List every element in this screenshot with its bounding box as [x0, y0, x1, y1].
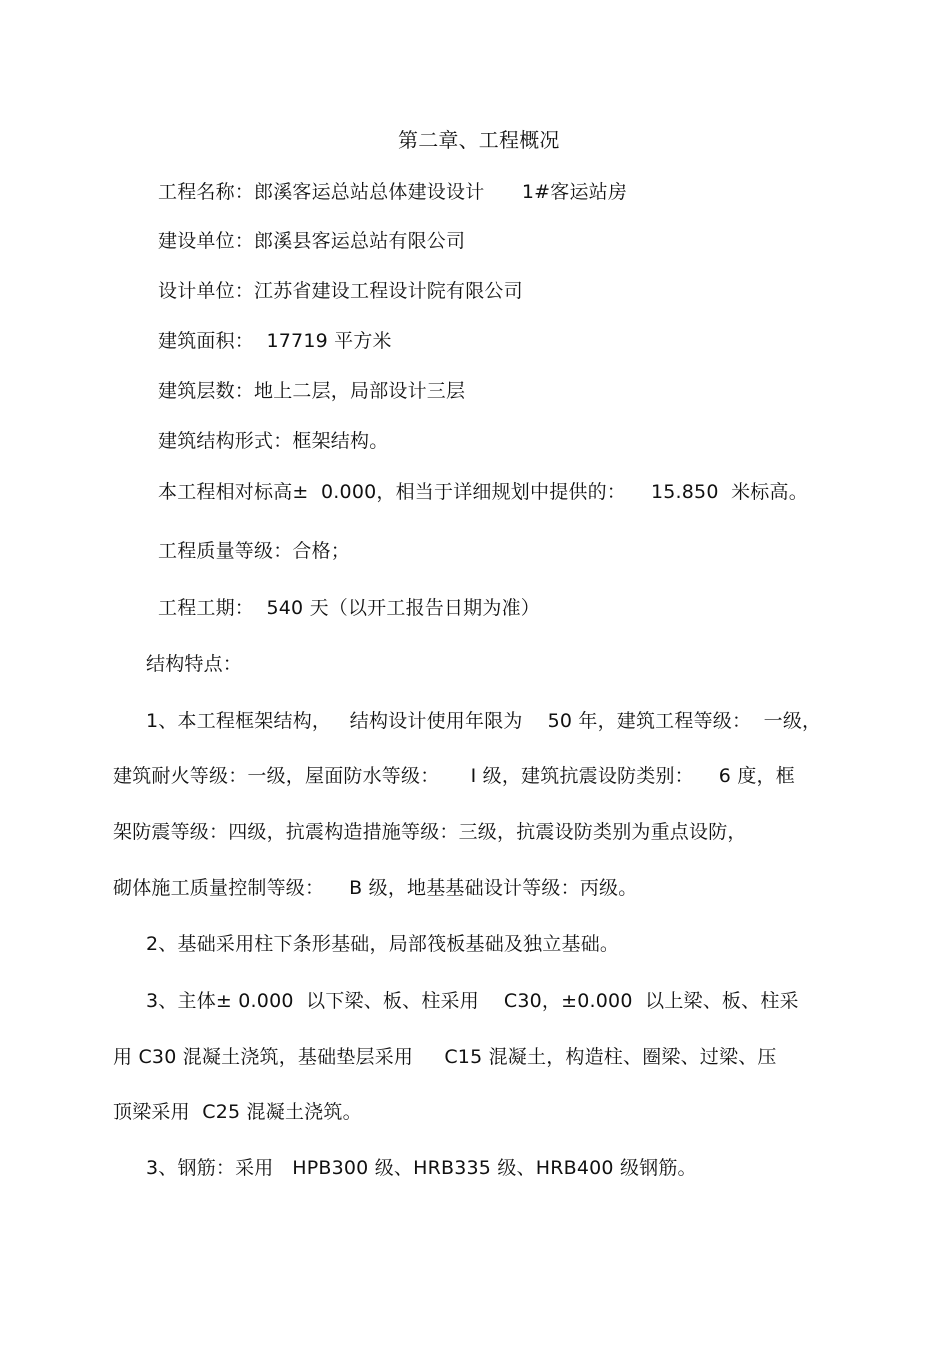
paragraph-1-line-1: 1、本工程框架结构， 结构设计使用年限为 50 年，建筑工程等级： 一级， [146, 710, 822, 732]
area-line: 建筑面积： 17719 平方米 [158, 330, 392, 352]
paragraph-3-line-2: 用 C30 混凝土浇筑，基础垫层采用 C15 混凝土，构造柱、圈梁、过梁、压 [113, 1046, 777, 1068]
quality-line: 工程质量等级：合格； [158, 540, 351, 562]
elevation-line: 本工程相对标高± 0.000，相当于详细规划中提供的： 15.850 米标高。 [158, 481, 808, 503]
floors-line: 建筑层数：地上二层，局部设计三层 [158, 380, 466, 402]
paragraph-3-line-1: 3、主体± 0.000 以下梁、板、柱采用 C30，±0.000 以上梁、板、柱采 [146, 990, 799, 1012]
designer-line: 设计单位：江苏省建设工程设计院有限公司 [158, 280, 523, 302]
paragraph-1-line-2: 建筑耐火等级：一级，屋面防水等级： Ⅰ 级，建筑抗震设防类别： 6 度，框 [113, 765, 795, 787]
builder-line: 建设单位：郎溪县客运总站有限公司 [158, 230, 466, 252]
page-title: 第二章、工程概况 [398, 128, 560, 152]
features-heading: 结构特点： [146, 653, 243, 675]
paragraph-1-line-4: 砌体施工质量控制等级： B 级，地基基础设计等级：丙级。 [113, 877, 638, 899]
structure-form-line: 建筑结构形式：框架结构。 [158, 430, 389, 452]
paragraph-3-line-3: 顶梁采用 C25 混凝土浇筑。 [113, 1101, 362, 1123]
paragraph-4: 3、钢筋：采用 HPB300 级、HRB335 级、HRB400 级钢筋。 [146, 1157, 697, 1179]
paragraph-2: 2、基础采用柱下条形基础，局部筏板基础及独立基础。 [146, 933, 620, 955]
project-name-line: 工程名称：郎溪客运总站总体建设设计 1#客运站房 [158, 181, 628, 203]
duration-line: 工程工期： 540 天（以开工报告日期为准） [158, 597, 540, 619]
paragraph-1-line-3: 架防震等级：四级，抗震构造措施等级：三级，抗震设防类别为重点设防， [113, 821, 747, 843]
